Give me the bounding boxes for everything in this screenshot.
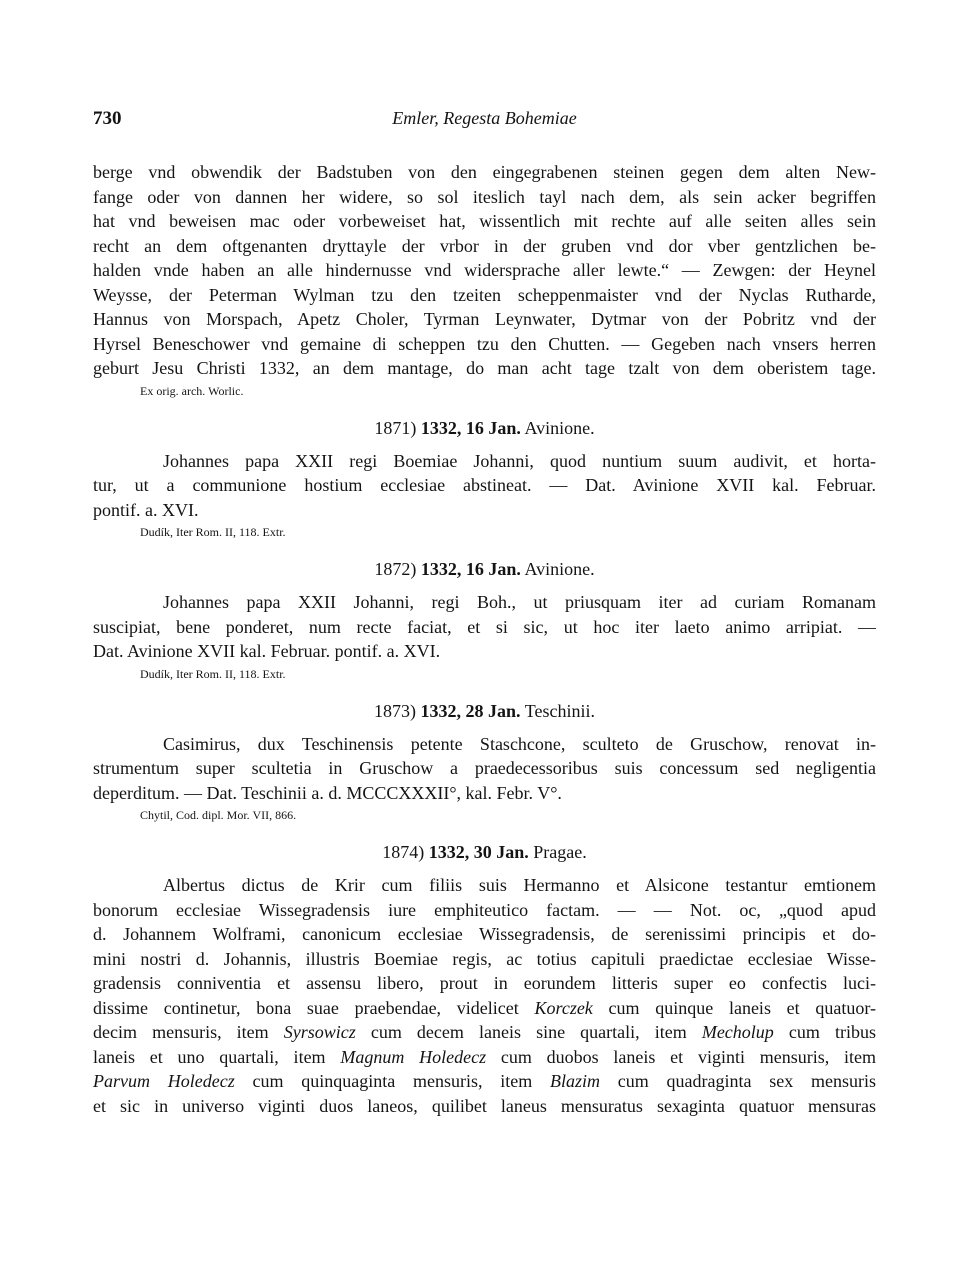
text-line	[93, 1045, 876, 1070]
text-segment: laneis et uno quartali, item	[93, 1046, 341, 1067]
text-line: fange oder von dannen her widere, so sol iteslich tayl nach dem, als sein acker begriffen	[93, 186, 876, 207]
text-line: geburt Jesu Christi 1332, an dem mantage, do man acht tage tzalt von dem oberistem tage.	[93, 358, 876, 378]
regest-entry-1871	[93, 415, 876, 544]
text-line: Hyrsel Beneschower vnd gemaine di scheppen tzu den Chutten. — Gegeben nach vnsers herren	[93, 333, 876, 354]
text-line: Johannes papa XXII regi Boemiae Johanni, quod nuntium suum audivit, et horta-	[163, 450, 876, 471]
text-line: Weysse, der Peterman Wylman tzu den tzeiten scheppenmaister vnd der Nyclas Rutharde,	[93, 284, 876, 305]
entry-place: Avinione.	[524, 559, 595, 579]
text-line: suscipiat, bene ponderet, num recte faciat, et si sic, ut hoc iter laeto animo arripiat. —	[93, 616, 876, 637]
place-name: Syrsowicz	[283, 1022, 356, 1042]
text-segment: decim mensuris, item	[93, 1022, 284, 1042]
source-citation: Ex orig. arch. Worlic.	[140, 383, 244, 398]
entry-date: 1332, 28 Jan.	[420, 700, 521, 721]
page-header	[93, 108, 876, 138]
text-line: et sic in universo viginti duos laneos, quilibet laneus mensuratus sexaginta quatuor mensuras	[93, 1095, 876, 1116]
text-line: strumentum super scultetia in Gruschow a praedecessoribus suis concessum sed negligentia	[93, 758, 876, 778]
entry-date: 1332, 16 Jan.	[420, 417, 521, 438]
text-line: deperditum. — Dat. Teschinii a. d. MCCCXXXII°, kal. Febr. V°.	[93, 782, 562, 803]
text-line: Hannus von Morspach, Apetz Choler, Tyrman Leynwater, Dytmar von der Pobritz vnd der	[93, 309, 876, 329]
text-line	[93, 996, 876, 1021]
text-line: halden vnde haben an alle hindernusse vnd widersprache aller lewte.“ — Zewgen: der Heynel	[93, 260, 876, 280]
text-line	[93, 1020, 876, 1045]
document-page	[93, 108, 876, 1118]
text-line: d. Johannem Wolframi, canonicum ecclesiae Wissegradensis, de serenissimi principis et do-	[93, 924, 876, 944]
text-segment: cum tribus	[773, 1022, 876, 1042]
text-line: tur, ut a communione hostium ecclesiae abstineat. — Dat. Avinione XVII kal. Februar.	[93, 475, 876, 495]
place-name: Parvum Holedecz	[93, 1071, 235, 1091]
source-citation: Dudík, Iter Rom. II, 118. Extr.	[140, 525, 286, 539]
place-name: Blazim	[550, 1071, 601, 1091]
entry-place: Avinione.	[524, 417, 595, 438]
regest-entry-1872	[93, 556, 876, 685]
entry-place: Teschinii.	[524, 700, 595, 721]
entry-number: 1873)	[374, 700, 417, 721]
entry-heading	[93, 839, 876, 865]
entry-heading	[93, 698, 876, 724]
text-segment: cum quinquaginta mensuris, item	[234, 1071, 550, 1091]
text-segment: cum decem laneis sine quartali, item	[355, 1022, 702, 1042]
text-line	[93, 1069, 876, 1094]
entry-number: 1871)	[374, 417, 417, 438]
place-name: Mecholup	[701, 1022, 774, 1042]
text-line: hat vnd beweisen mac oder vorbeweiset hat, wissentlich mit rechte auf alle seiten alles sein	[93, 211, 876, 231]
entry-place: Pragae.	[533, 842, 587, 862]
text-line: mini nostri d. Johannis, illustris Boemiae regis, ac totius capituli praedictae ecclesiae Wisse-	[93, 948, 876, 969]
text-line: Johannes papa XXII Johanni, regi Boh., ut priusquam iter ad curiam Romanam	[163, 592, 876, 612]
page-number: 730	[93, 108, 122, 129]
running-title: Emler, Regesta Bohemiae	[392, 108, 577, 128]
text-line: pontif. a. XVI.	[93, 499, 199, 520]
text-segment: cum quinque laneis et quatuor-	[592, 997, 876, 1018]
source-citation: Dudík, Iter Rom. II, 118. Extr.	[140, 666, 286, 681]
text-segment: cum duobos laneis et viginti mensuris, item	[486, 1046, 876, 1067]
source-citation: Chytil, Cod. dipl. Mor. VII, 866.	[140, 808, 297, 822]
text-line: berge vnd obwendik der Badstuben von den eingegrabenen steinen gegen dem alten New-	[93, 162, 876, 182]
text-line: Casimirus, dux Teschinensis petente Staschcone, sculteto de Gruschow, renovat in-	[163, 733, 876, 754]
regest-entry-1874	[93, 839, 876, 1118]
text-line: bonorum ecclesiae Wissegradensis iure emphiteutico factam. — — Not. oc, „quod apud	[93, 899, 876, 920]
text-line: Dat. Avinione XVII kal. Februar. pontif. a. XVI.	[93, 641, 441, 661]
text-segment: cum quadraginta sex mensuris	[600, 1071, 876, 1091]
entry-number: 1872)	[374, 559, 417, 579]
place-name: Korczek	[534, 997, 593, 1018]
regest-entry-1873	[93, 698, 876, 827]
text-segment: dissime continetur, bona suae praebendae, videlicet	[93, 997, 535, 1018]
place-name: Magnum Holedecz	[340, 1046, 487, 1067]
entry-heading	[93, 556, 876, 582]
text-line: Albertus dictus de Krir cum filiis suis Hermanno et Alsicone testantur emtionem	[163, 875, 876, 895]
text-line: recht an dem oftgenanten dryttayle der vrbor in der gruben vnd dor vber gentzlichen be-	[93, 235, 876, 256]
entry-date: 1332, 30 Jan.	[428, 842, 529, 862]
continuation-text	[93, 160, 876, 402]
entry-number: 1874)	[382, 842, 425, 862]
text-line: gradensis conniventia et assensu libero, prout in eorundem litteris super eo confectis luci-	[93, 973, 876, 993]
entry-heading	[93, 415, 876, 441]
entry-date: 1332, 16 Jan.	[420, 559, 521, 579]
